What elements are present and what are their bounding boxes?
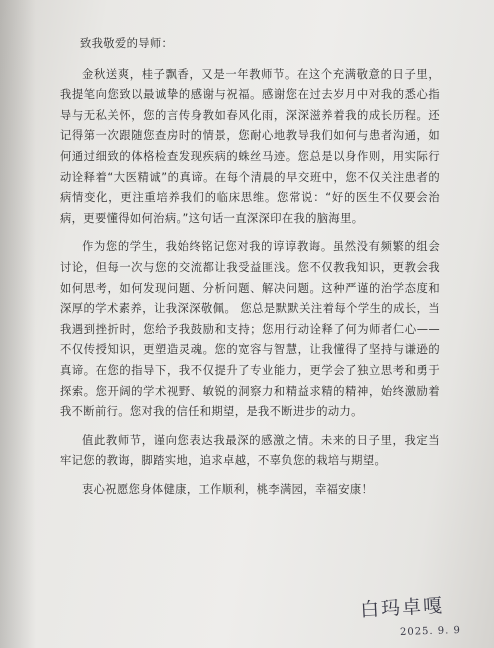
handwritten-signature: 白玛卓嘎 (359, 594, 445, 622)
letter-paragraph-2: 作为您的学生，我始终铭记您对我的谆谆教诲。虽然没有频繁的组会讨论，但每一次与您的交流都让我受益匪浅。您不仅教我知识，更教会我如何思考，如何发现问题、分析问题、解决问题。这种严谨的治学态度和深厚的学术素养，让我深深敬佩。 您总是默默关注着每个学生的成长，当我遇到挫折时，您给予我鼓励和支持；您用行动诠释了何为师者仁心——不仅传授知识，更塑造灵魂。您的宽容与智慧，让我懂得了坚持与谦逊的真谛。在您的指导下，我不仅提升了专业能力，更学会了独立思考和勇于探索。您开阔的学术视野、敏锐的洞察力和精益求精的精神，始终激励着我不断前行。您对我的信任和期望，是我不断进步的动力。 (60, 240, 440, 419)
handwritten-date: 2025. 9. 9 (399, 624, 462, 639)
letter-body (60, 34, 440, 500)
letter-paragraph-3: 值此教师节，谨向您表达我最深的感激之情。未来的日子里，我定当牢记您的教诲，脚踏实地，追求卓越，不辜负您的栽培与期望。 (60, 433, 440, 468)
letter-paragraph-1: 金秋送爽，桂子飘香，又是一年教师节。在这个充满敬意的日子里，我提笔向您致以最诚挚的感谢与祝福。感谢您在过去岁月中对我的悉心指导与无私关怀，您的言传身教如春风化雨，深深滋养着我的成长历程。还记得第一次跟随您查房时的情景，您耐心地教导我们如何与患者沟通，如何通过细致的体格检查发现疾病的蛛丝马迹。您总是以身作则，用实际行动诠释着“大医精诚”的真谛。在每个清晨的早交班中，您不仅关注患者的病情变化，更注重培养我们的临床思维。您常说：“好的医生不仅要会治病，更要懂得如何治病。”这句话一直深深印在我的脑海里。 (60, 67, 440, 225)
letter-closing: 衷心祝愿您身体健康，工作顺利，桃李满园，幸福安康！ (82, 482, 374, 496)
letter-greeting: 致我敬爱的导师： (80, 37, 174, 50)
page-edge-shadow (0, 0, 36, 648)
